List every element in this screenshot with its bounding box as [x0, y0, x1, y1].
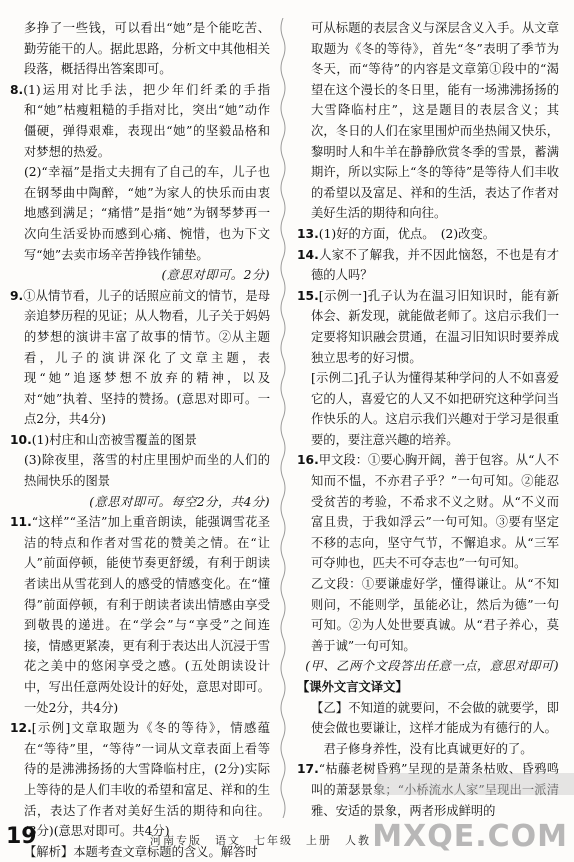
paragraph-text: 君子修身养性，没有比真诚更好的了。 — [323, 741, 533, 756]
question-number: 17. — [297, 762, 319, 777]
paragraph-text: (甲、乙两个文段答出任意一点，意思对即可) — [305, 659, 559, 674]
question-number: 16. — [297, 453, 319, 468]
question-number: 15. — [297, 288, 319, 303]
left-column — [10, 18, 270, 862]
right-paragraph — [297, 224, 559, 245]
left-paragraph — [10, 18, 270, 80]
paragraph-text: (意思对即可。2分) — [161, 268, 270, 283]
left-paragraph — [10, 286, 270, 430]
paragraph-text: 【课外文言文译文】 — [297, 679, 408, 694]
page-number: 19 — [6, 824, 37, 849]
paragraph-text: 人家不了解我，并不因此恼怒，不也是有才德的人吗？ — [311, 247, 559, 283]
site-watermark: MXQE.COM — [372, 819, 568, 854]
question-number: 8. — [10, 82, 24, 97]
paragraph-text: 【解析】本题考查文章标题的含义。解答时 — [24, 844, 258, 859]
question-number: 10. — [10, 432, 32, 447]
left-paragraph — [10, 162, 270, 265]
paragraph-text: (意思对即可。每空2分，共4分) — [89, 494, 270, 509]
left-paragraph — [10, 450, 270, 491]
highlight-stamp — [377, 773, 574, 795]
page-footer — [0, 818, 574, 860]
left-paragraph — [10, 80, 270, 162]
question-number: 12. — [10, 721, 32, 736]
paragraph-text: (2)“幸福”是指丈夫拥有了自己的车，儿子也在钢琴曲中陶醉，“她”为家人的快乐而由衷地感到满足；“痛惜”是指“她”为钢琴梦再一次向生活妥协而感到心痛、惋惜，也为下文写“她”去卖市场辛苦挣钱作铺垫。 — [24, 165, 270, 262]
left-paragraph — [10, 265, 270, 286]
right-paragraph — [297, 245, 559, 286]
question-number: 11. — [10, 515, 32, 530]
paragraph-text: (1)运用对比手法，把少年们纤柔的手指和“她”枯瘦粗糙的手指对比，突出“她”动作僵硬，弹得艰难，表现出“她”的坚毅品格和对梦想的热爱。 — [23, 82, 270, 159]
paragraph-text: 可从标题的表层含义与深层含义入手。从文章取题为《冬的等待》，首先“冬”表明了季节为冬天，而“等待”的内容是文章第①段中的“渴望在这个漫长的冬日里，能有一场沸沸扬扬的大雪降临村庄”，这是题目的表层含义；其次，冬日的人们在家里围炉而坐热闹又快乐，黎明时人和牛羊在静静欣赏冬季的雪景，蓄满期许，所以实际上“冬的等待”是等待人们丰收的希望以及富足、祥和的生活，表达了作者对美好生活的期待和向往。 — [311, 21, 559, 221]
paragraph-text: (1)村庄和山峦被雪覆盖的图景 — [31, 432, 197, 447]
paragraph-text: 多挣了一些钱，可以看出“她”是个能吃苦、勤劳能干的人。据此思路，分析文中其他相关段落，概括得出答案即可。 — [24, 21, 270, 77]
paragraph-text: (3)除夜里，落雪的村庄里围炉而坐的人们的热闹快乐的图景 — [24, 453, 270, 489]
right-paragraph — [297, 698, 559, 739]
right-paragraph — [297, 677, 559, 698]
paragraph-text: “这样”“圣洁”加上重音朗读，能强调雪花圣洁的特点和作者对雪花的赞美之情。在“让人”前面停顿，能使节奏更舒缓，有利于朗读者读出从雪花到人的感受的情感变化。在“懂得”前面停顿，有利于朗读者读出情感由享受到敬畏的递进。在“学会”与“享受”之间连接，情感更紧凑，更有利于表达出人沉浸于雪花之美中的悠闲享受之感。(五处朗读设计中，写出任意两处设计的好处，意思对即可。一处2分，共4分) — [24, 515, 270, 715]
left-paragraph — [10, 492, 270, 513]
right-column — [297, 18, 559, 821]
paragraph-text: [示例二]孔子认为懂得某种学问的人不如喜爱它的人，喜爱它的人又不如把研究这种学问当作快乐的人。这启示我们兴趣对于学习是很重要的，要注意兴趣的培养。 — [311, 371, 559, 447]
left-paragraph — [10, 512, 270, 718]
question-number: 9. — [10, 288, 24, 303]
paragraph-text: 乙文段：①要谦虚好学，懂得谦让。从“不知则问，不能则学，虽能必让，然后为德”一句可知。②为人处世要真诚。从“君子养心，莫善于诚”一句可知。 — [311, 577, 559, 653]
right-paragraph — [297, 450, 559, 574]
paragraph-text: (1)好的方面，优点。 (2)改变。 — [318, 226, 496, 241]
left-paragraph — [10, 430, 270, 451]
right-paragraph — [297, 368, 559, 450]
question-number: 14. — [297, 247, 319, 262]
paragraph-text: ①从情节看，儿子的话照应前文的情节，是母亲追梦历程的见证；从人物看，儿子关于妈妈的梦想的演讲丰富了故事的情节。②从主题看，儿子的演讲深化了文章主题，表现“她”追逐梦想不放弃的精神，以及对“她”执着、坚持的赞扬。(意思对即可。一点2分，共4分) — [23, 288, 270, 427]
footer-book-info: 河南专版 语文 七年级 上册 人教 — [150, 834, 371, 847]
right-paragraph — [297, 739, 559, 760]
paragraph-text: 【乙】不知道的就要问，不会做的就要学，即使会做也要谦让，这样才能成为有德行的人。 — [311, 700, 559, 736]
paragraph-text: 甲文段：①要心胸开阔，善于包容。从“人不知而不愠，不亦君子乎？”一句可知。②能忍受贫苦的考验，不希求不义之财。从“不义而富且贵，于我如浮云”一句可知。③要有坚定不移的志向，坚守气节，不懈追求。从“三军可夺帅也，匹夫不可夺志也”一句可知。 — [311, 453, 559, 571]
right-paragraph — [297, 574, 559, 656]
paragraph-text: [示例一]孔子认为在温习旧知识时，能有新体会、新发现，就能做老师了。这启示我们一定要将知识融会贯通，在温习旧知识时要养成独立思考的好习惯。 — [311, 288, 559, 365]
paragraph-text: [示例]文章取题为《冬的等待》，情感蕴在“等待”里，“等待”一词从文章表面上看等待的是沸沸扬扬的大雪降临村庄，(2分)实际上等待的是人们丰收的希望和富足、祥和的生活，表达了作者对美好生活的期待和向往。(3分)(意思对即可。共4分) — [24, 721, 270, 839]
right-paragraph — [297, 656, 559, 677]
question-number: 13. — [297, 226, 319, 241]
right-paragraph — [297, 18, 559, 224]
column-divider-wave — [278, 18, 288, 818]
paragraph-text: “枯藤老树昏鸦”呈现的是萧条枯败、昏鸦鸣叫的萧瑟景象；“小桥流水人家”呈现出一派清雅、安适的景象，两者形成鲜明的 — [311, 762, 559, 818]
right-paragraph — [297, 286, 559, 368]
